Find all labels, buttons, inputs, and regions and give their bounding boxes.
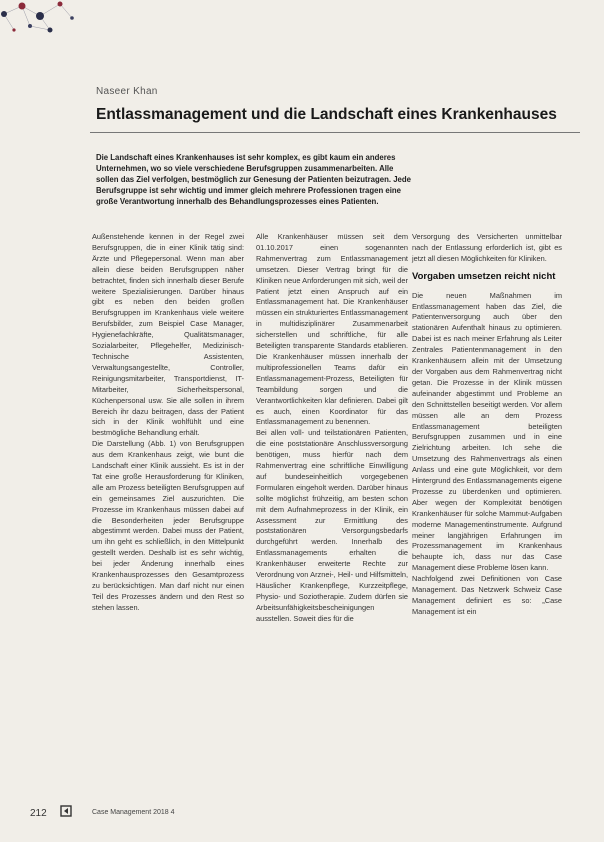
page-number: 212 [30, 808, 47, 819]
paragraph: Alle Krankenhäuser müssen seit dem 01.10.2017 einen sogenannten Rahmenvertrag zum Entlassmanagement umsetzen. Dieser Vertrag bringt für die Kliniken neue Anforderungen mit sich, weil der Patient jetzt einen Anspruch auf ein Entlassmanagement hat. Die Krankenhäuser müssen ein strukturiertes Entlassmanagement in multidisziplinärer Zusammenarbeit sicherstellen und schriftliche, für alle Beteiligten transparente Standards etablieren. Die Krankenhäuser müssen innerhalb der multiprofessionellen Teams dafür ein Entlassmanagement-Prozess, Beteiligten für Teambildung sorgen und die Verantwortlichkeiten klar definieren. Dabei gilt es auch, einen Koordinator für das Entlassmanagement zu benennen. [256, 232, 408, 427]
paragraph: Versorgung des Versicherten unmittelbar nach der Entlassung erforderlich ist, gibt es jetzt all diesen Möglichkeiten für Kliniken. [412, 232, 562, 263]
text-column-2 [256, 232, 408, 625]
title-divider [90, 132, 580, 133]
paragraph: Die Darstellung (Abb. 1) von Berufsgruppen aus dem Krankenhaus zeigt, wie bunt die Landschaft einer Klinik aussieht. Es ist in der Tat eine große Herausforderung für Kliniken, alle am Prozess beteiligten Berufsgruppen auf ein gemeinsames Ziel auszurichten. Die Prozesse im Krankenhaus müssen dabei auf die Besonderheiten jeder Berufsgruppe abgestimmt werden. Dabei muss der Patient, um ihn geht es schließlich, in den Mittelpunkt gestellt werden. Deshalb ist es sehr wichtig, bei jeder Änderung innerhalb eines Krankenhausprozesses den Gesamtprozess zu berücksichtigen. Man darf nicht nur einen Teil des Prozesses ändern und den Rest so stehen lassen. [92, 439, 244, 612]
page-footer [26, 805, 566, 825]
network-decoration-graphic [0, 0, 80, 40]
paragraph: Außenstehende kennen in der Regel zwei Berufsgruppen, die in einer Klinik tätig sind: Ärzte und Pflegepersonal. Wenn man aber allein diese beiden Berufsgruppen näher betrachtet, finden sich innerhalb dieser Berufe weitere Spezialisierungen. Darüber hinaus gibt es neben den beiden großen Berufsgruppen im Krankenhaus viele weitere Berufsbilder, zum Beispiel Case Manager, Hygienefachkräfte, Qualitätsmanager, Sozialarbeiter, Pflegehelfer, Medizinisch-Technische Assistenten, Verwaltungsangestellte, Controller, Reinigungsmitarbeiter, Transportdienst, IT-Mitarbeiter, Sicherheitspersonal, Küchenpersonal usw. Sie alle sollen in ihrem Bereich ihr dazu beitragen, dass der Patient sich in der Klinik wohlfühlt und eine bestmögliche Behandlung erhält. [92, 232, 244, 438]
paragraph: Die neuen Maßnahmen im Entlassmanagement haben das Ziel, die Patientenversorgung auch über den stationären Aufenthalt hinaus zu optimieren. Dabei ist es nach meiner Erfahrung als Leiter Zentrales Patientenmanagement in den Krankenhäusern allein mit der Umsetzung der Vorgaben aus dem Rahmenvertrag nicht getan. Die Prozesse in der Klinik müssen aufeinander abgestimmt und Probleme an den Schnittstellen beseitigt werden. Vor allem müssen alle an dem Prozess Entlassmanagement beteiligten Berufsgruppen zusammen und in eine Zielrichtung arbeiten. Ich sehe die Umsetzung des Rahmenvertrags als einen Anlass und eine gute Möglichkeit, vor dem Hintergrund des Entlassmanagements eigene Prozesse zu überdenken und optimieren. Aber wegen der Komplexität benötigen Krankenhäuser für solche Mammut-Aufgaben moderne Managementinstrumente. Aufgrund meiner langjährigen Erfahrungen im Prozessmanagement im Krankenhaus behaupte ich, dass nur das Case Management diese Probleme lösen kann. [412, 290, 562, 573]
journal-name: Case Management 2018 4 [92, 809, 175, 816]
author-name: Naseer Khan [96, 86, 158, 97]
paragraph: Nachfolgend zwei Definitionen von Case Management. Das Netzwerk Schweiz Case Management definiert es so: „Case Management ist ein [412, 574, 562, 616]
text-column-1 [92, 232, 244, 614]
publisher-logo-icon [60, 805, 72, 817]
paragraph: Bei allen voll- und teilstationären Patienten, die eine poststationäre Anschlussversorgung benötigen, muss hierfür nach dem Rahmenvertrag eine schriftliche Einwilligung auf bundeseinheitlich vorgegebenen Formularen eingeholt werden. Darüber hinaus sollte möglichst frühzeitig, am besten schon mit dem Aufnahmeprozess in der Klinik, ein Assessment zur Ermittlung des poststationären Versorgungsbedarfs durchgeführt werden. Innerhalb des Entlassmanagements erhalten die Krankenhäuser erweiterte Rechte zur Verordnung von Arznei-, Heil- und Hilfsmitteln, Häuslicher Krankenpflege, Kurzzeitpflege, Physio- und Soziotherapie. Zudem dürfen sie Arbeitsunfähigkeitsbescheinigungen ausstellen. Soweit dies für die [256, 428, 408, 623]
section-heading: Vorgaben umsetzen reicht nicht [412, 270, 556, 282]
article-title: Entlassmanagement und die Landschaft eines Krankenhauses [96, 106, 557, 123]
text-column-3 [412, 232, 562, 618]
article-lead: Die Landschaft eines Krankenhauses ist sehr komplex, es gibt kaum ein anderes Unternehmen, wo so viele verschiedene Berufsgruppen zusammenarbeiten. Alle sollen das Ziel verfolgen, bestmöglich zur Genesung der Patienten beizutragen. Jede Berufsgruppe ist sehr wichtig und immer gleich mehrere Professionen tragen eine große Verantwortung innerhalb des Behandlungsprozesses eines Patienten. [96, 153, 411, 206]
